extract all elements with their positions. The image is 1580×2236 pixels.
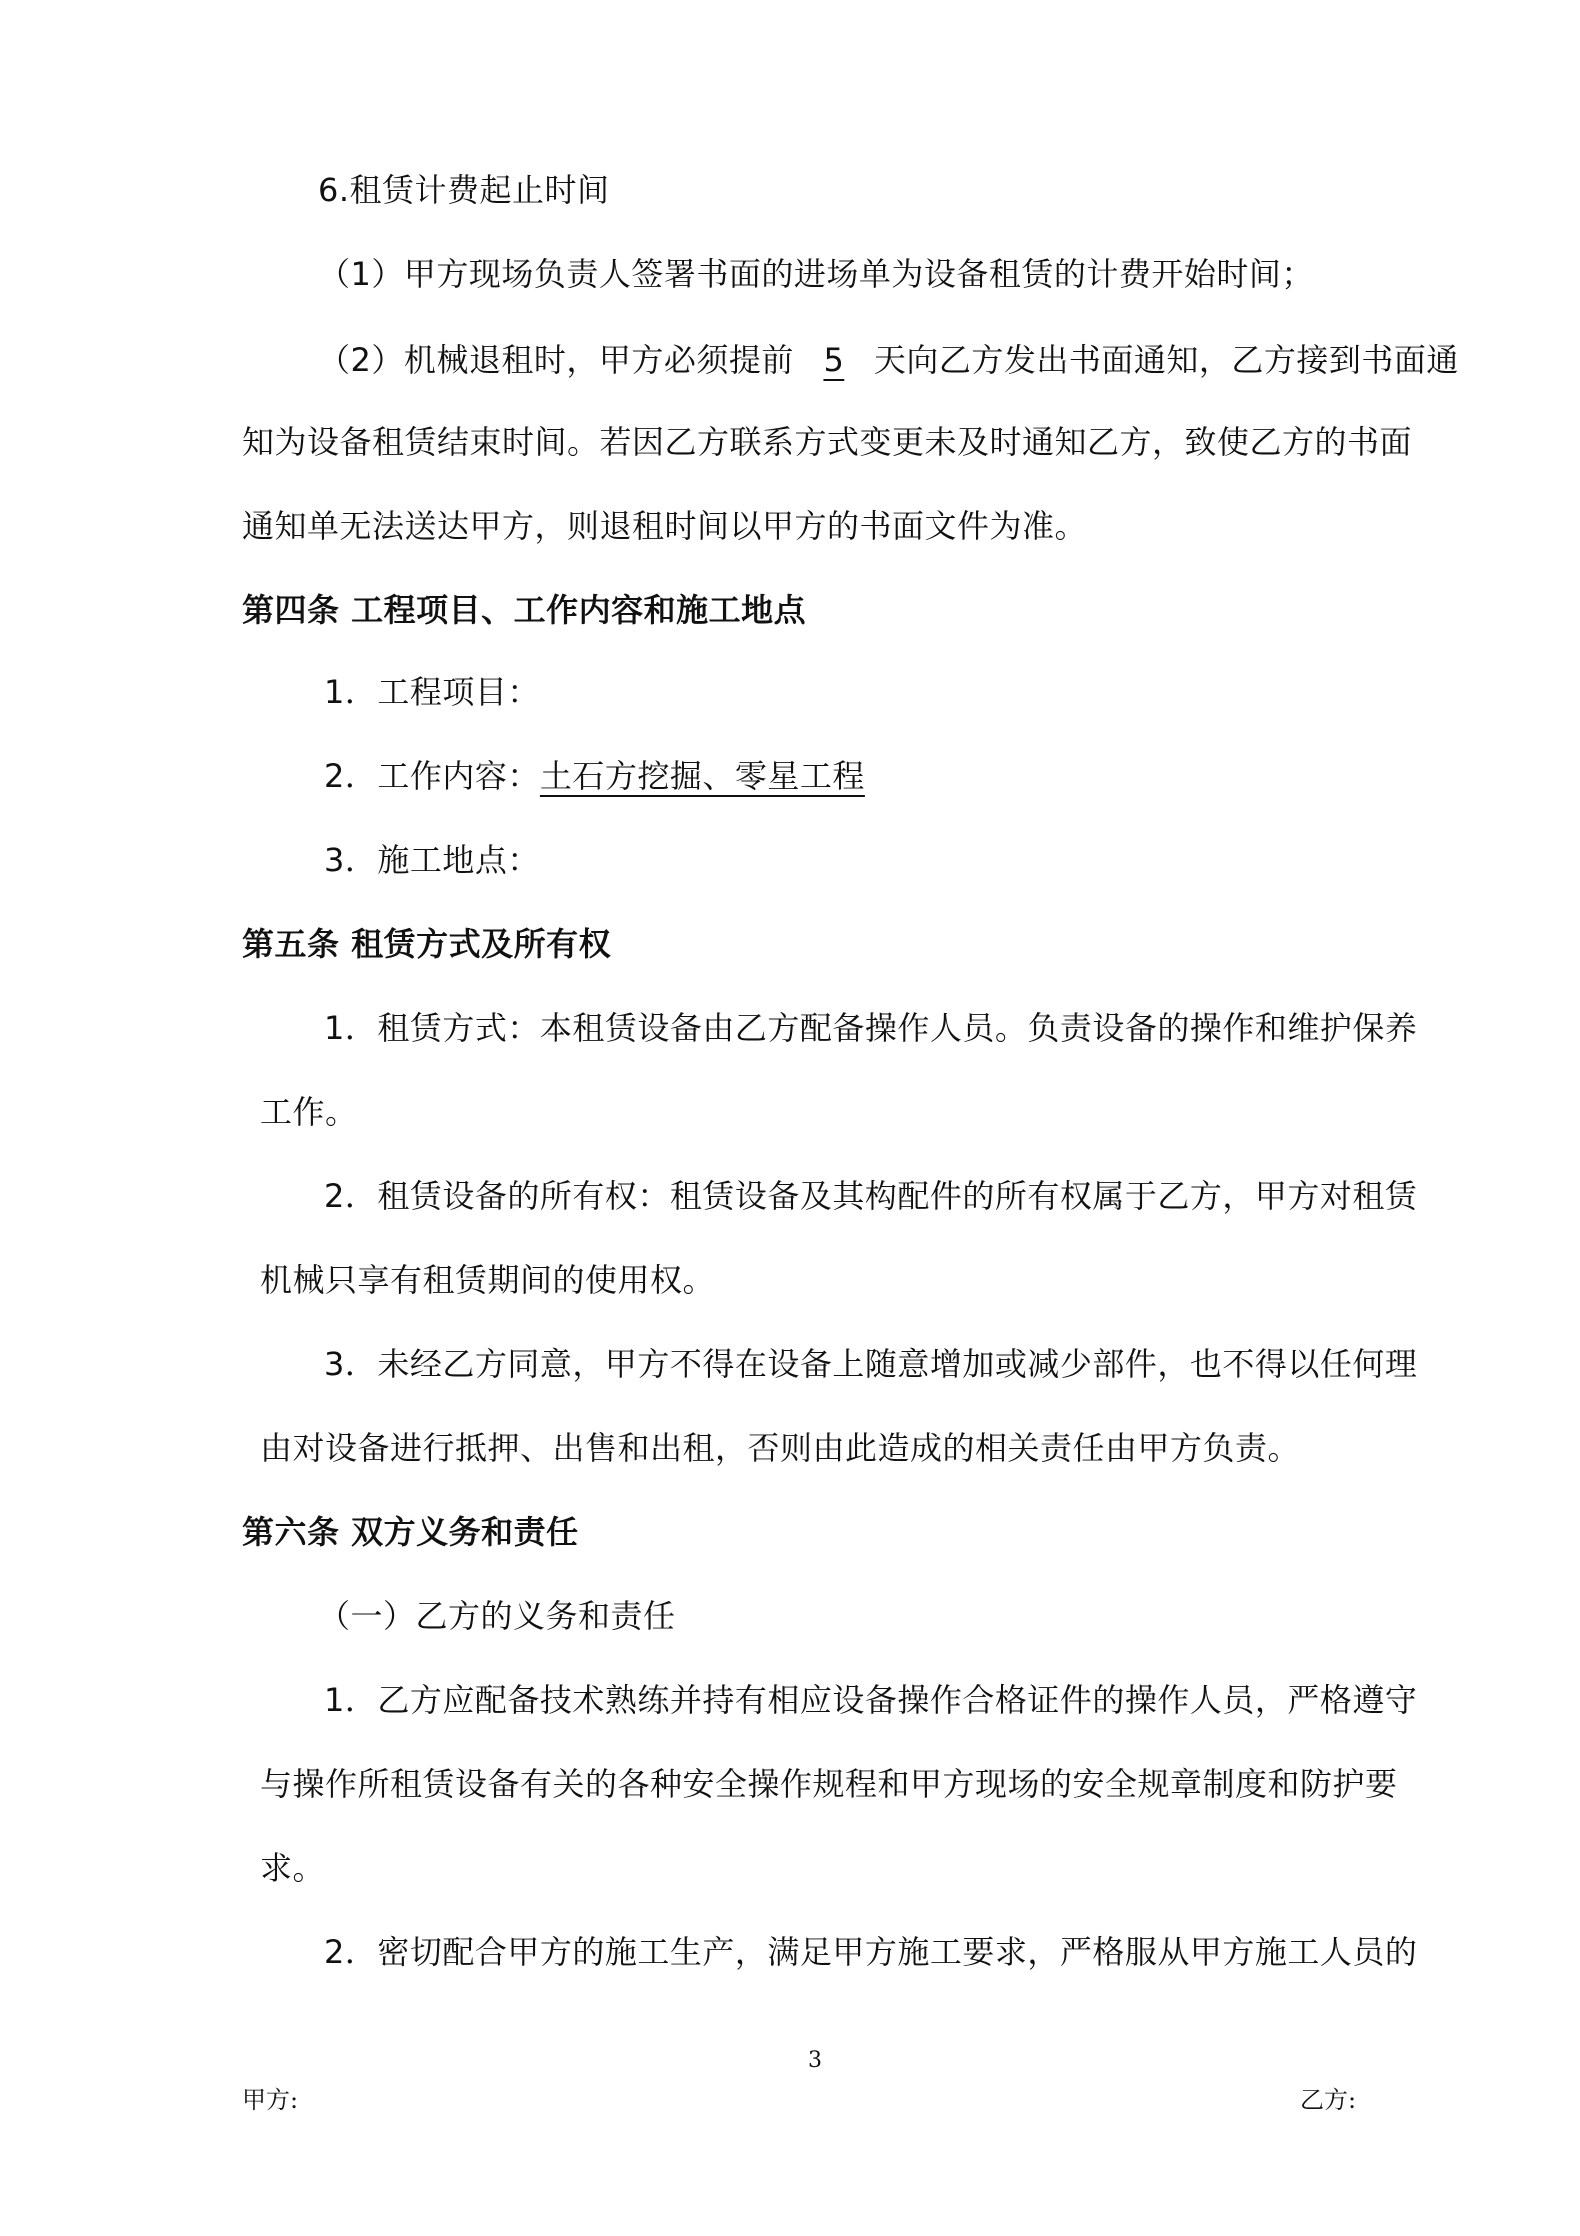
item-6-sub-2-line-3: 通知单无法送达甲方，则退租时间以甲方的书面文件为准。 [242,507,1088,545]
article-5-heading: 第五条 租赁方式及所有权 [242,925,612,963]
article-6-item-2-line-1: 2．密切配合甲方的施工生产，满足甲方施工要求，严格服从甲方施工人员的 [324,1933,1418,1971]
article-6-item-1-line-3: 求。 [260,1849,326,1887]
article-6-item-1-line-2: 与操作所租赁设备有关的各种安全操作规程和甲方现场的安全规章制度和防护要 [260,1765,1398,1803]
article-5-item-1-line-1: 1．租赁方式：本租赁设备由乙方配备操作人员。负责设备的操作和维护保养 [324,1009,1418,1047]
article-4-heading: 第四条 工程项目、工作内容和施工地点 [242,591,807,629]
article-5-item-1-line-2: 工作。 [260,1093,358,1131]
article-5-item-2-line-1: 2．租赁设备的所有权：租赁设备及其构配件的所有权属于乙方，甲方对租赁 [324,1177,1418,1215]
item-6-sub-2-line-2: 知为设备租赁结束时间。若因乙方联系方式变更未及时通知乙方，致使乙方的书面 [242,423,1413,461]
article-4-item-2 [324,756,865,796]
article-5-item-3-line-1: 3．未经乙方同意，甲方不得在设备上随意增加或减少部件，也不得以任何理 [324,1345,1418,1383]
item-6-sub-2-suffix: 天向乙方发出书面通知，乙方接到书面通 [873,341,1459,379]
article-6-heading: 第六条 双方义务和责任 [242,1513,579,1551]
item-6-sub-1: （1）甲方现场负责人签署书面的进场单为设备租赁的计费开始时间； [318,255,1314,293]
notice-days-blank: 5 [823,341,845,379]
work-content-label: 2．工作内容： [324,757,540,795]
article-5-item-2-line-2: 机械只享有租赁期间的使用权。 [260,1261,716,1299]
article-5-item-3-line-2: 由对设备进行抵押、出售和出租，否则由此造成的相关责任由甲方负责。 [260,1429,1301,1467]
article-6-section-1: （一）乙方的义务和责任 [318,1597,676,1635]
article-4-item-1: 1．工程项目： [324,673,540,711]
party-b-signature-label: 乙方: [1300,2086,1357,2114]
article-4-item-3: 3．施工地点： [324,841,540,879]
page-number: 3 [808,2048,822,2073]
item-6-title: 6.租赁计费起止时间 [318,171,610,209]
item-6-sub-2-prefix: （2）机械退租时，甲方必须提前 [318,341,794,379]
item-6-sub-2-line-1 [318,340,1459,380]
article-6-item-1-line-1: 1．乙方应配备技术熟练并持有相应设备操作合格证件的操作人员，严格遵守 [324,1681,1418,1719]
party-a-signature-label: 甲方: [242,2086,299,2114]
work-content-value: 土石方挖掘、零星工程 [539,757,865,795]
